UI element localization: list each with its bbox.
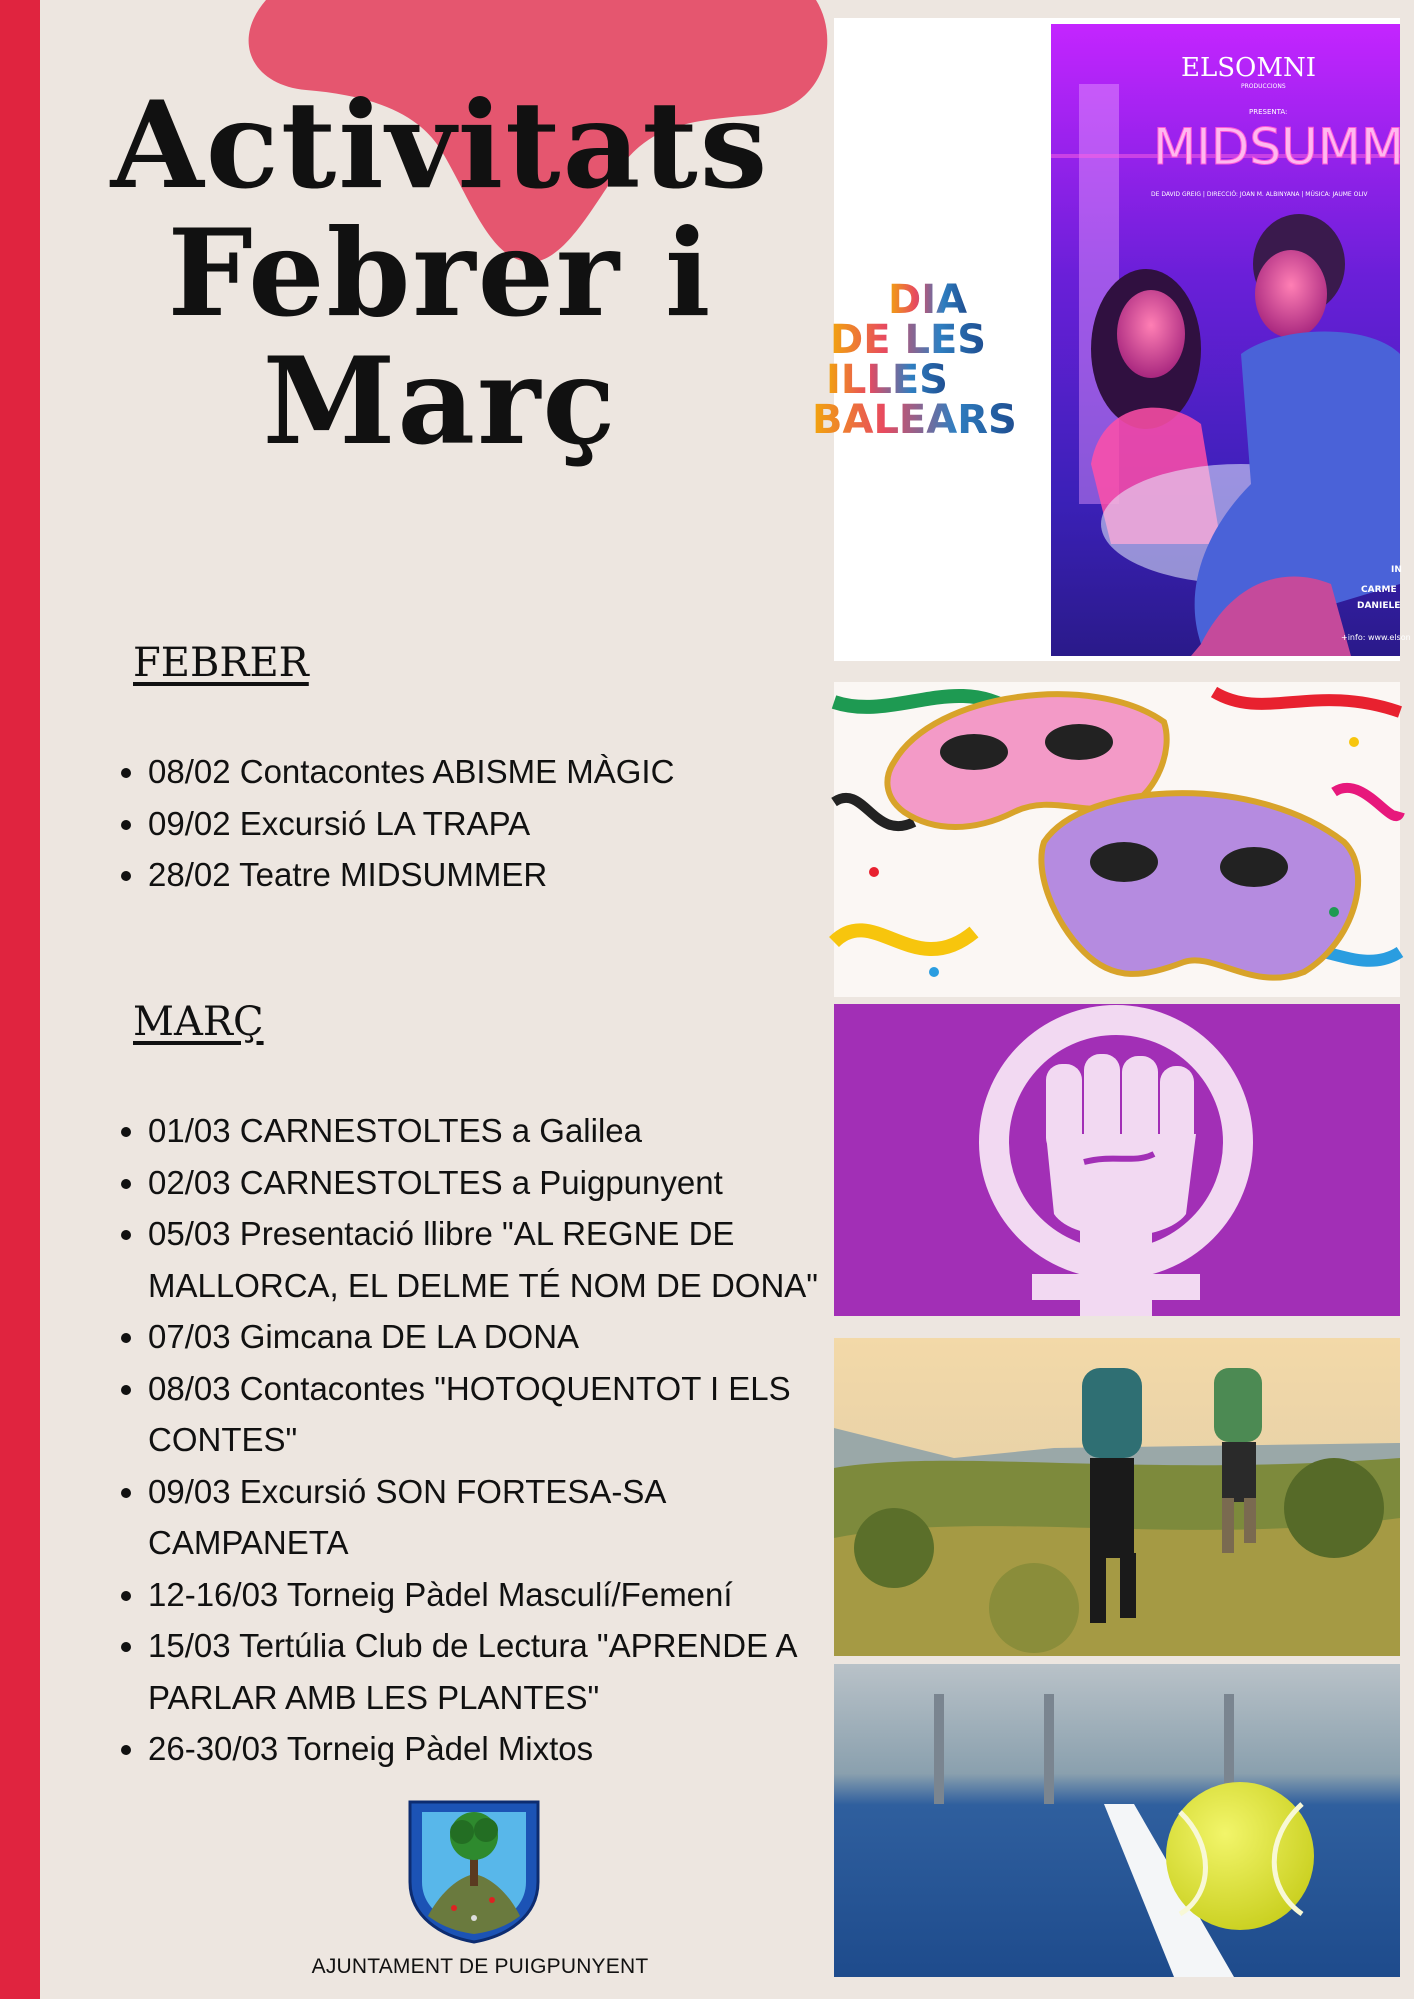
- feminist-fist-icon: [834, 1004, 1400, 1316]
- poster-presenta: PRESENTA:: [1249, 108, 1288, 116]
- poster-brand: ELSOMNI: [1181, 53, 1317, 83]
- logo-caption: AJUNTAMENT DE PUIGPUNYENT: [311, 1955, 649, 1978]
- photo-womens-day: [834, 1004, 1400, 1316]
- febrer-activity-list: [118, 746, 674, 901]
- title-line: Març: [262, 331, 618, 472]
- title-line: Febrer i: [167, 203, 713, 344]
- list-item: • 02/03 CARNESTOLTES a Puigpunyent: [148, 1157, 868, 1209]
- poster-title: MIDSUMM: [1153, 118, 1405, 176]
- page-title: [110, 75, 770, 472]
- list-item: • 01/03 CARNESTOLTES a Galilea: [148, 1105, 868, 1157]
- section-heading-marc: MARÇ: [133, 999, 264, 1045]
- dia-illes-line: ILLES: [826, 357, 948, 403]
- list-item: • 26-30/03 Torneig Pàdel Mixtos: [148, 1723, 868, 1775]
- section-heading-febrer: FEBRER: [133, 640, 309, 686]
- poster-figure-face: [1117, 290, 1185, 378]
- list-item: • 12-16/03 Torneig Pàdel Masculí/Femení: [148, 1569, 868, 1621]
- list-item: • 07/03 Gimcana DE LA DONA: [148, 1311, 868, 1363]
- list-item: • 09/02 Excursió LA TRAPA: [148, 798, 674, 850]
- poster-cast-line: IN: [1391, 565, 1402, 575]
- poster-cast-line: DANIELE: [1357, 601, 1401, 611]
- list-item: • 15/03 Tertúlia Club de Lectura "APRENDE A PARLAR AMB LES PLANTES": [148, 1620, 868, 1723]
- poster-cast-line: CARME: [1361, 585, 1397, 595]
- dia-illes-line: DIA: [888, 277, 968, 323]
- list-item: • 28/02 Teatre MIDSUMMER: [148, 849, 674, 901]
- dia-illes-line: BALEARS: [812, 397, 1017, 443]
- photo-dia-illes-and-poster: [812, 18, 1411, 661]
- accent-strip: [0, 0, 40, 1999]
- tennis-ball-icon: [1166, 1782, 1314, 1930]
- coat-of-arms-icon: [404, 1796, 544, 1946]
- dia-illes-line: DE LES: [830, 317, 987, 363]
- list-item: • 08/03 Contacontes "HOTOQUENTOT I ELS CONTES": [148, 1363, 868, 1466]
- dia-illes-graphic: [812, 18, 1411, 661]
- poster-credits: DE DAVID GREIG | DIRECCIÓ: JOAN M. ALBINYANA | MÚSICA: JAUME OLIV: [1151, 191, 1368, 198]
- list-item: • 08/02 Contacontes ABISME MÀGIC: [148, 746, 674, 798]
- marc-activity-list: [118, 1105, 868, 1775]
- photo-padel: [834, 1664, 1400, 1977]
- midsummer-poster: [1051, 24, 1411, 656]
- poster-info: +info: www.elson: [1341, 633, 1411, 642]
- photo-hikers: [834, 1338, 1400, 1656]
- list-item: • 05/03 Presentació llibre "AL REGNE DE MALLORCA, EL DELME TÉ NOM DE DONA": [148, 1208, 868, 1311]
- title-line: Activitats: [110, 75, 770, 216]
- photo-carnival-masks: [834, 682, 1400, 997]
- list-item: • 09/03 Excursió SON FORTESA-SA CAMPANETA: [148, 1466, 868, 1569]
- poster-brand-sub: PRODUCCIONS: [1241, 83, 1286, 90]
